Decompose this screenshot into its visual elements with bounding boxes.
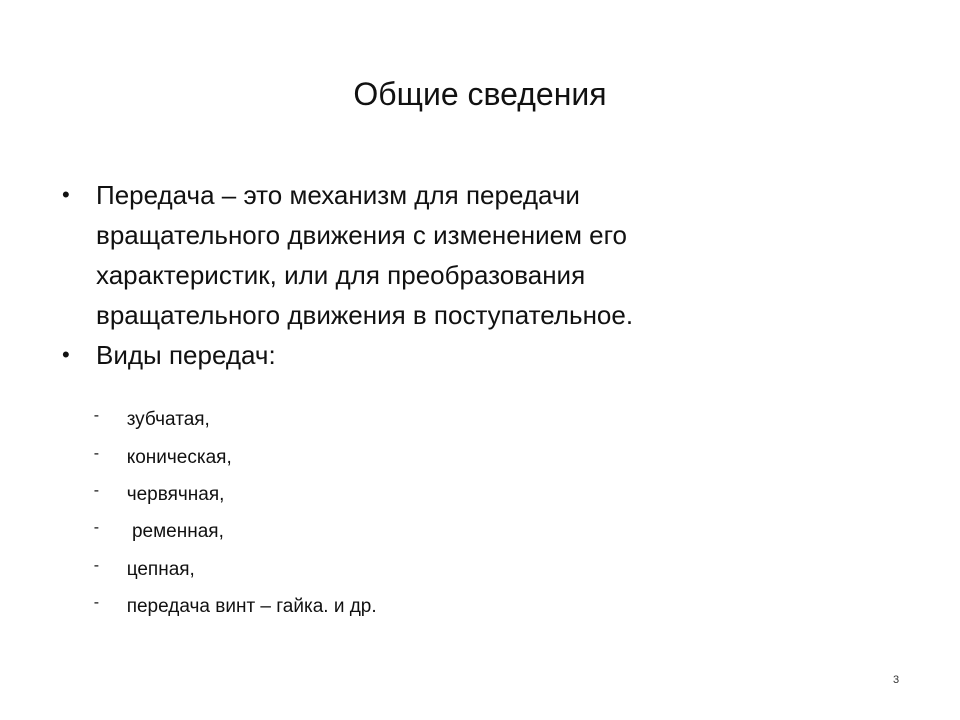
list-item-label: зубчатая, <box>126 409 210 430</box>
slide-title: Общие сведения <box>353 76 607 112</box>
definition-line-3: характеристик, или для преобразования <box>96 260 586 290</box>
definition-line-2: вращательного движения с изменением его <box>96 220 627 250</box>
dash-marker: - <box>93 594 100 611</box>
definition-line-1: Передача – это механизм для передачи <box>96 180 580 210</box>
bullet-marker: • <box>62 182 70 207</box>
dash-marker: - <box>93 557 100 574</box>
list-item <box>62 419 232 497</box>
dash-marker: - <box>93 407 100 424</box>
bullet-types-heading <box>62 335 796 375</box>
list-item <box>62 381 210 459</box>
list-item-label: ременная, <box>126 521 224 542</box>
types-heading-text: Виды передач: <box>96 340 276 370</box>
list-item-label: передача винт – гайка. и др. <box>126 596 377 617</box>
list-item-label: коническая, <box>126 447 232 468</box>
page-number: 3 <box>893 674 900 686</box>
dash-marker: - <box>93 519 100 536</box>
list-item-label: червячная, <box>126 484 225 505</box>
list-item-label: цепная, <box>126 559 195 580</box>
dash-marker: - <box>93 482 100 499</box>
definition-line-4: вращательного движения в поступательное. <box>96 300 634 330</box>
list-item <box>62 568 377 646</box>
list-item <box>62 531 195 609</box>
bullet-marker: • <box>62 342 70 367</box>
list-item <box>62 456 224 534</box>
bullet-definition <box>62 175 796 335</box>
list-item <box>62 493 224 571</box>
dash-marker: - <box>93 445 100 462</box>
